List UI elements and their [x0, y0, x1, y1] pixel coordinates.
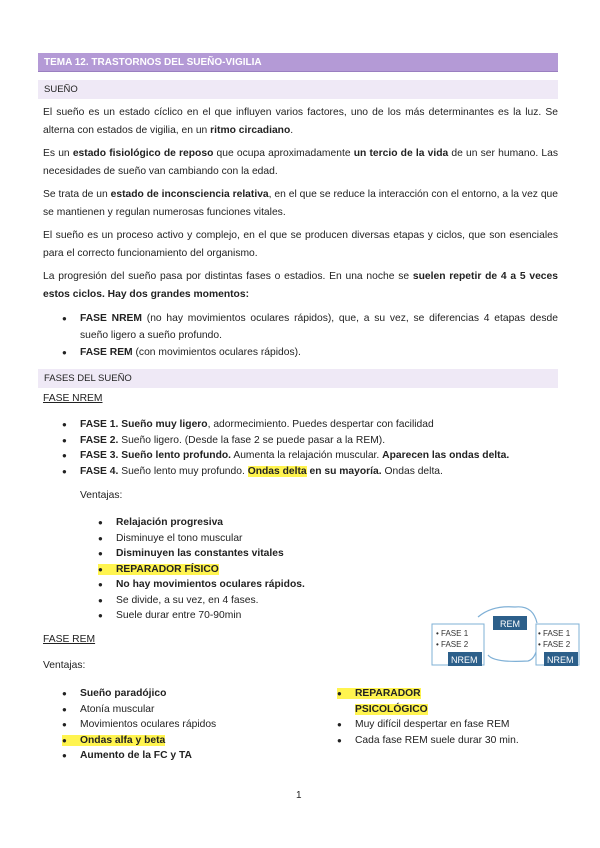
moments-list	[62, 310, 558, 361]
diagram-right-label: NREM	[547, 655, 574, 665]
list-item: ● Suele durar entre 70-90min	[98, 608, 398, 624]
rem-ventajas-label: Ventajas:	[43, 660, 86, 671]
section-heading-sueno: SUEÑO	[38, 80, 558, 99]
list-item: ● Se divide, a su vez, en 4 fases.	[98, 593, 398, 609]
list-item: ● Sueño paradójico	[62, 686, 322, 702]
list-item: ● Muy difícil despertar en fase REM	[337, 717, 557, 733]
list-item: ● FASE REM (con movimientos oculares rápidos).	[62, 344, 558, 361]
list-item: ● Cada fase REM suele durar 30 min.	[337, 733, 557, 749]
list-item: ● Atonía muscular	[62, 702, 322, 718]
list-item: ● No hay movimientos oculares rápidos.	[98, 577, 398, 593]
document-title: TEMA 12. TRASTORNOS DEL SUEÑO-VIGILIA	[38, 53, 558, 72]
page-number: 1	[296, 790, 302, 801]
list-item: ● Relajación progresiva	[98, 515, 398, 531]
paragraph-1: El sueño es un estado cíclico en el que influyen varios factores, uno de los más determinantes es la luz. Se alterna con estados de vigilia, en un ritmo circadiano.	[43, 107, 558, 136]
nrem-ventajas-label: Ventajas:	[80, 490, 123, 501]
list-item: ● REPARADOR PSICOLÓGICO	[337, 686, 557, 717]
diagram-left-label: NREM	[451, 655, 478, 665]
rem-ventajas-right-list	[337, 686, 557, 748]
list-item: ● Disminuyen las constantes vitales	[98, 546, 398, 562]
list-item: ● REPARADOR FÍSICO	[98, 562, 398, 578]
diagram-right-item-2: • FASE 2	[538, 640, 571, 649]
nrem-ventajas-list	[98, 515, 398, 624]
nrem-phases-list	[62, 417, 558, 479]
list-item: ● FASE 2. Sueño ligero. (Desde la fase 2 se puede pasar a la REM).	[62, 433, 558, 449]
diagram-left-item-2: • FASE 2	[436, 640, 469, 649]
paragraph-5: La progresión del sueño pasa por distintas fases o estadios. En una noche se suelen repetir de 4 a 5 veces estos ciclos. Hay dos grandes momentos:	[43, 271, 558, 300]
rem-ventajas-left-list	[62, 686, 322, 764]
list-item: ● Disminuye el tono muscular	[98, 531, 398, 547]
diagram-connector	[488, 643, 538, 661]
list-item: ● Ondas alfa y beta	[62, 733, 322, 749]
list-item: ● Aumento de la FC y TA	[62, 748, 322, 764]
diagram-left-item-1: • FASE 1	[436, 629, 469, 638]
sleep-cycle-diagram	[430, 603, 580, 673]
nrem-heading: FASE NREM	[43, 393, 103, 404]
list-item: ● Movimientos oculares rápidos	[62, 717, 322, 733]
list-item: ● FASE NREM (no hay movimientos oculares rápidos), que, a su vez, se diferencias 4 etapas desde sueño ligero a sueño profundo.	[62, 310, 558, 344]
rem-heading: FASE REM	[43, 634, 96, 645]
diagram-right-item-1: • FASE 1	[538, 629, 571, 638]
list-item: ● FASE 3. Sueño lento profundo. Aumenta la relajación muscular. Aparecen las ondas delta.	[62, 448, 558, 464]
diagram-connector	[478, 607, 515, 617]
section-heading-fases: FASES DEL SUEÑO	[38, 369, 558, 388]
paragraph-3: Se trata de un estado de inconsciencia relativa, en el que se reduce la interacción con el entorno, a la vez que se mantienen y regulan numerosas funciones vitales.	[43, 189, 558, 218]
paragraph-4: El sueño es un proceso activo y complejo, en el que se producen diversas etapas y ciclos, que son esenciales para el correcto funcionamiento del organismo.	[43, 230, 558, 259]
diagram-center-label: REM	[500, 619, 520, 629]
list-item: ● FASE 4. Sueño lento muy profundo. Ondas delta en su mayoría. Ondas delta.	[62, 464, 558, 480]
paragraph-2: Es un estado fisiológico de reposo que ocupa aproximadamente un tercio de la vida de un ser humano. Las necesidades de sueño van cambiando con la edad.	[43, 148, 558, 177]
list-item: ● FASE 1. Sueño muy ligero, adormecimiento. Puedes despertar con facilidad	[62, 417, 558, 433]
